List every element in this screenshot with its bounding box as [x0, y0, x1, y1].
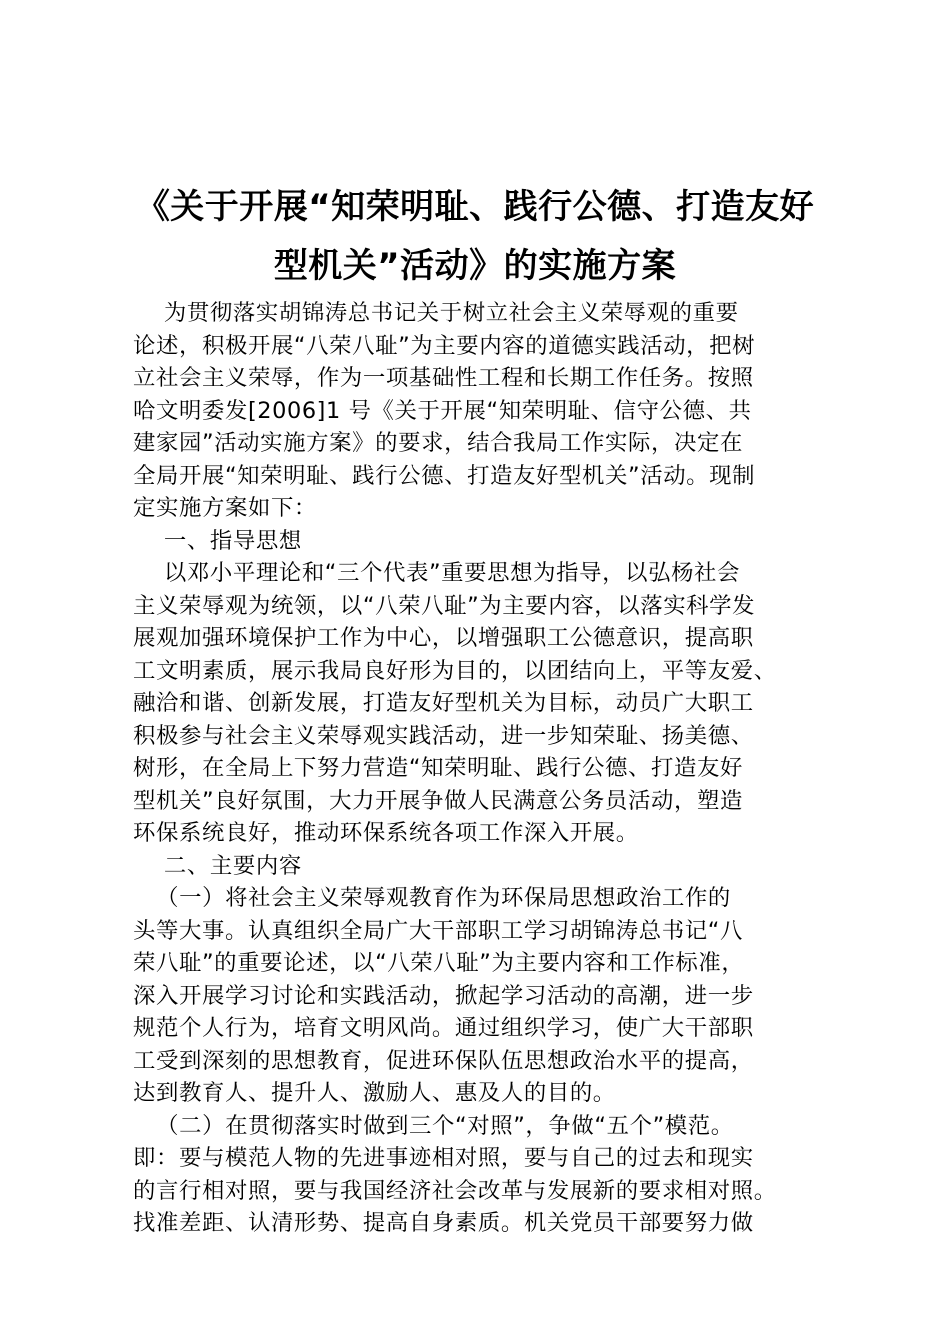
body-line: 建家园”活动实施方案》的要求，结合我局工作实际，决定在	[133, 430, 743, 456]
body-line: 为贯彻落实胡锦涛总书记关于树立社会主义荣辱观的重要	[133, 300, 739, 326]
body-line: 达到教育人、提升人、激励人、惠及人的目的。	[133, 1080, 616, 1106]
body-line: 深入开展学习讨论和实践活动，掀起学习活动的高潮，进一步	[133, 982, 754, 1009]
body-line: 工受到深刻的思想教育，促进环保队伍思想政治水平的提高，	[133, 1047, 754, 1074]
body-line: （一）将社会主义荣辱观教育作为环保局思想政治工作的	[133, 885, 731, 911]
document-title-line-2: 型机关”活动》的实施方案	[273, 246, 677, 286]
body-line: 积极参与社会主义荣辱观实践活动，进一步知荣耻、扬美德、	[133, 722, 754, 749]
body-line: 论述，积极开展“八荣八耻”为主要内容的道德实践活动，把树	[133, 332, 756, 359]
body-line: 环保系统良好，推动环保系统各项工作深入开展。	[133, 820, 639, 846]
body-line: 展观加强环境保护工作为中心，以增强职工公德意识，提高职	[133, 625, 754, 651]
body-line: 工文明素质，展示我局良好形为目的，以团结向上，平等友爱、	[133, 657, 777, 684]
body-line: 型机关”良好氛围，大力开展争做人民满意公务员活动，塑造	[133, 787, 743, 814]
body-line: （二）在贯彻落实时做到三个“对照”，争做“五个”模范。	[133, 1112, 734, 1139]
body-line: 规范个人行为，培育文明风尚。通过组织学习，使广大干部职	[133, 1015, 754, 1041]
body-line: 融洽和谐、创新发展，打造友好型机关为目标，动员广大职工	[133, 690, 754, 716]
body-line: 以邓小平理论和“三个代表”重要思想为指导，以弘杨社会	[133, 560, 741, 586]
body-line: 找准差距、认清形势、提高自身素质。机关党员干部要努力做	[133, 1210, 754, 1236]
body-line: 主义荣辱观为统领，以“八荣八耻”为主要内容，以落实科学发	[133, 592, 756, 619]
body-line: 树形，在全局上下努力营造“知荣明耻、践行公德、打造友好	[133, 755, 743, 781]
body-line: 荣八耻”的重要论述，以“八荣八耻”为主要内容和工作标准，	[133, 950, 745, 976]
body-line: 定实施方案如下：	[133, 495, 317, 521]
body-line: 哈文明委发[2006]1 号《关于开展“知荣明耻、信守公德、共	[133, 397, 752, 424]
body-line: 的言行相对照，要与我国经济社会改革与发展新的要求相对照。	[133, 1177, 777, 1204]
body-line: 立社会主义荣辱，作为一项基础性工程和长期工作任务。按照	[133, 365, 754, 391]
body-line: 二、主要内容	[133, 852, 302, 879]
body-line: 即：要与模范人物的先进事迹相对照，要与自己的过去和现实	[133, 1145, 754, 1171]
body-line: 一、指导思想	[133, 527, 302, 554]
body-line: 全局开展“知荣明耻、践行公德、打造友好型机关”活动。现制	[133, 462, 756, 489]
document-title-line-1: 《关于开展“知荣明耻、践行公德、打造友好	[135, 187, 815, 227]
body-line: 头等大事。认真组织全局广大干部职工学习胡锦涛总书记“八	[133, 917, 743, 944]
